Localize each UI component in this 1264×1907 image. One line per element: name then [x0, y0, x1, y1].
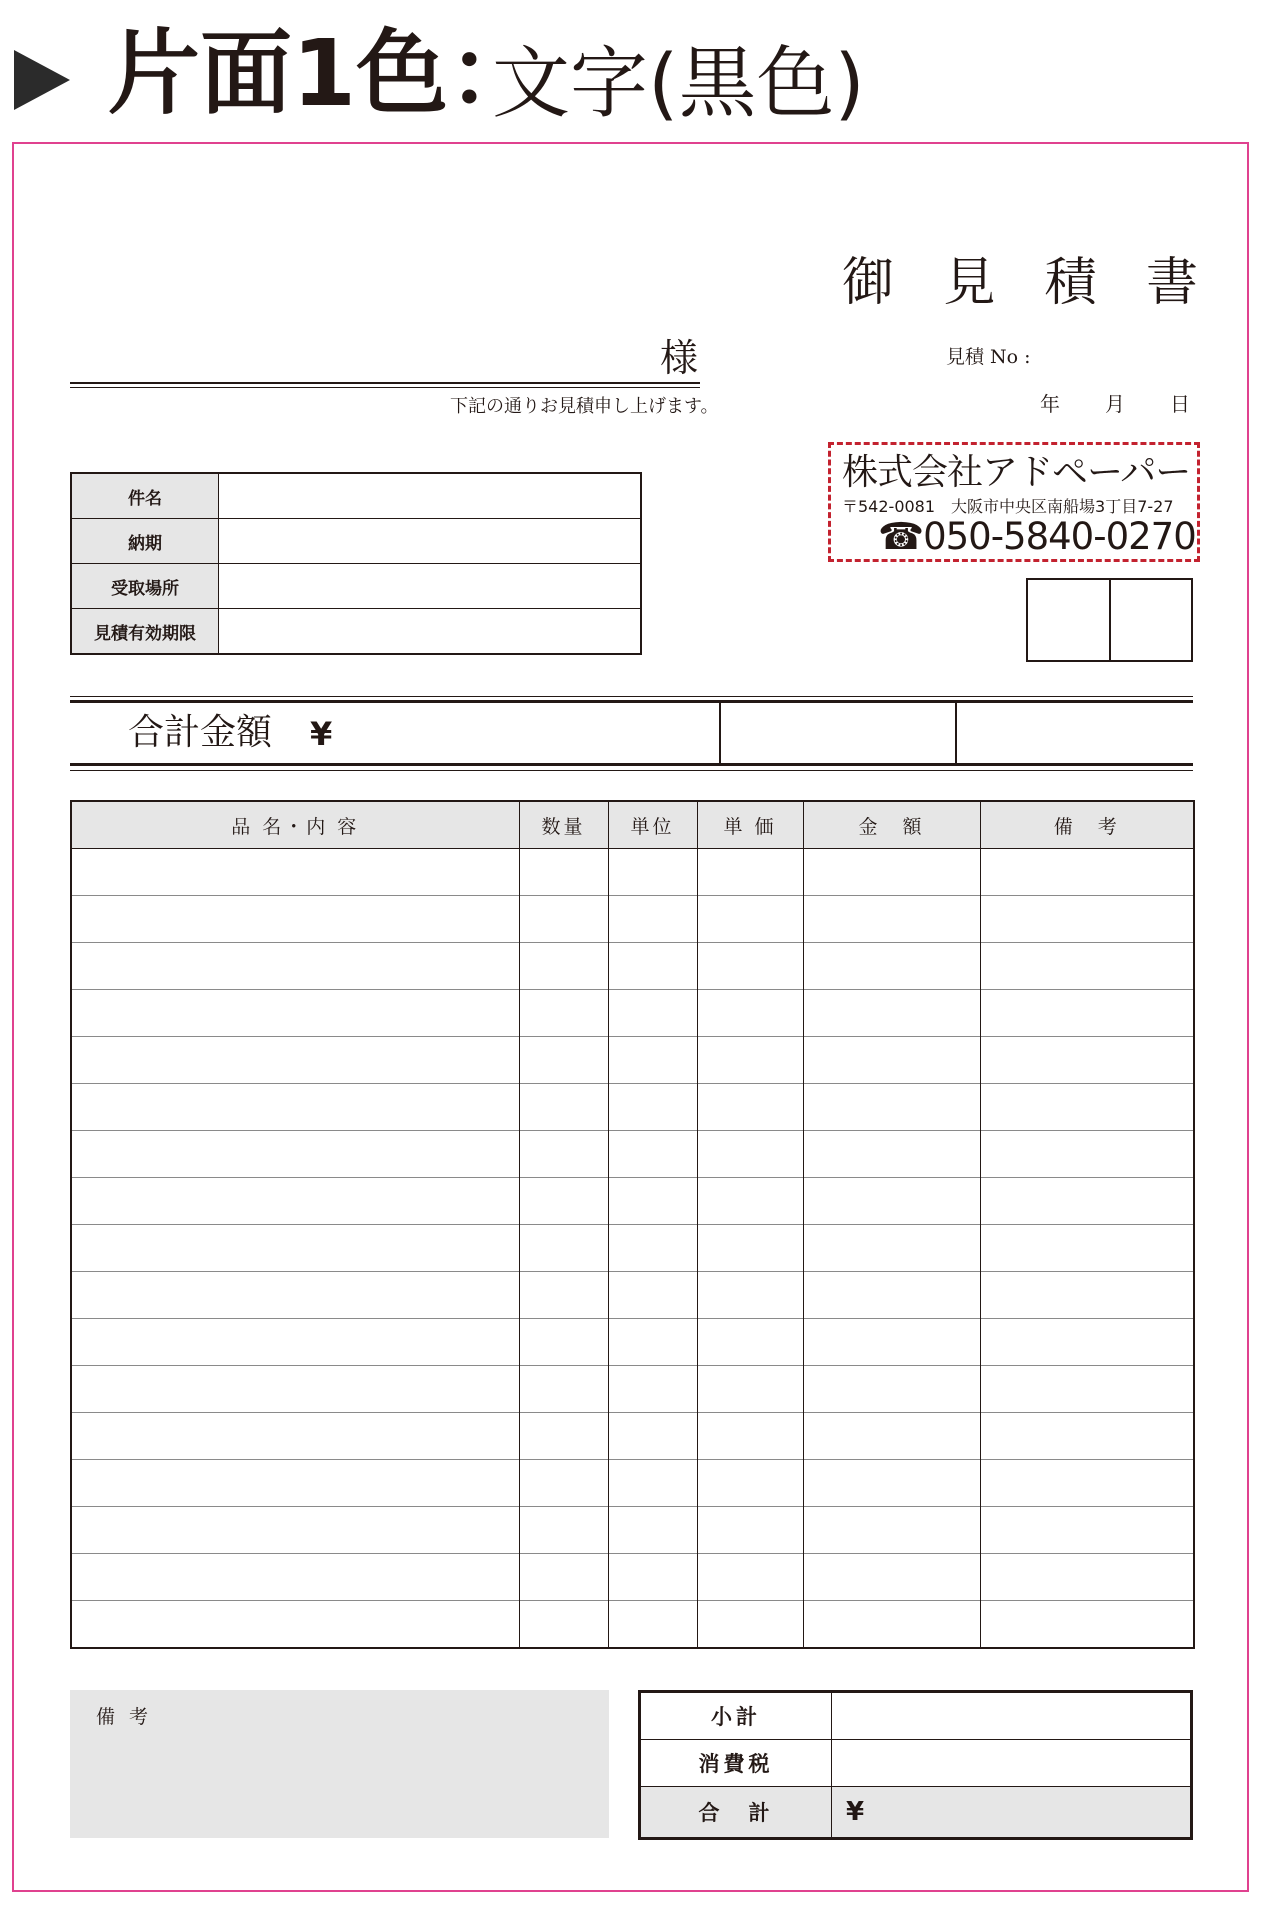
title-char: 御: [842, 253, 895, 313]
item-cell[interactable]: [608, 1272, 697, 1319]
item-cell[interactable]: [519, 1084, 608, 1131]
table-row: [71, 1131, 1194, 1178]
item-cell[interactable]: [697, 1037, 803, 1084]
item-cell[interactable]: [803, 1131, 980, 1178]
item-cell[interactable]: [697, 1131, 803, 1178]
total-rule: [70, 700, 1193, 703]
item-cell[interactable]: [697, 1366, 803, 1413]
item-cell[interactable]: [980, 1178, 1194, 1225]
item-cell[interactable]: [697, 1178, 803, 1225]
item-cell[interactable]: [519, 1178, 608, 1225]
document-title: [842, 248, 1198, 318]
item-cell[interactable]: [697, 1413, 803, 1460]
total-divider: [719, 700, 721, 765]
total-currency: ¥: [310, 715, 333, 753]
item-cell[interactable]: [697, 849, 803, 896]
honorific: 様: [660, 336, 699, 380]
item-cell[interactable]: [803, 1366, 980, 1413]
item-cell[interactable]: [71, 943, 519, 990]
total-rule: [70, 696, 1193, 697]
item-cell[interactable]: [980, 896, 1194, 943]
item-cell[interactable]: [803, 1272, 980, 1319]
item-cell[interactable]: [980, 1131, 1194, 1178]
item-cell[interactable]: [980, 1460, 1194, 1507]
heading-main: 片面1色：: [108, 20, 541, 127]
summary-row: [640, 1740, 1192, 1787]
total-divider: [955, 700, 957, 765]
item-cell[interactable]: [803, 1507, 980, 1554]
item-cell[interactable]: [608, 990, 697, 1037]
table-row: [71, 1272, 1194, 1319]
item-cell[interactable]: [71, 1413, 519, 1460]
grand-total-value[interactable]: ¥: [832, 1787, 1192, 1839]
item-cell[interactable]: [519, 1366, 608, 1413]
item-cell[interactable]: [980, 1225, 1194, 1272]
greeting-text: 下記の通りお見積申し上げます。: [450, 396, 719, 417]
item-cell[interactable]: [519, 1131, 608, 1178]
item-cell[interactable]: [519, 1413, 608, 1460]
grand-total-label: 合 計: [640, 1787, 832, 1839]
company-tel: ☎050-5840-0270: [878, 515, 1196, 558]
item-cell[interactable]: [71, 1366, 519, 1413]
info-row: [71, 564, 641, 609]
info-label: 受取場所: [71, 564, 219, 609]
table-row: [71, 1601, 1194, 1649]
header-unit: 単位: [608, 801, 697, 849]
date-month: 月: [1105, 392, 1125, 416]
info-row: [71, 609, 641, 655]
item-cell[interactable]: [71, 1131, 519, 1178]
item-cell[interactable]: [803, 943, 980, 990]
item-cell[interactable]: [980, 1554, 1194, 1601]
item-cell[interactable]: [803, 849, 980, 896]
table-row: [71, 1413, 1194, 1460]
triangle-marker-icon: [14, 50, 70, 110]
item-cell[interactable]: [803, 1601, 980, 1649]
table-row: [71, 1037, 1194, 1084]
summary-row: [640, 1692, 1192, 1740]
header-amount: 金 額: [803, 801, 980, 849]
item-cell[interactable]: [608, 1413, 697, 1460]
title-char: 積: [1044, 253, 1097, 313]
item-cell[interactable]: [803, 1554, 980, 1601]
item-cell[interactable]: [519, 943, 608, 990]
info-value[interactable]: [219, 519, 642, 564]
item-cell[interactable]: [71, 896, 519, 943]
item-cell[interactable]: [608, 1460, 697, 1507]
table-row: [71, 1366, 1194, 1413]
table-row: [71, 1460, 1194, 1507]
item-cell[interactable]: [980, 1601, 1194, 1649]
item-cell[interactable]: [608, 896, 697, 943]
item-cell[interactable]: [697, 1507, 803, 1554]
stamp-box[interactable]: [1109, 580, 1192, 660]
item-cell[interactable]: [608, 1507, 697, 1554]
item-cell[interactable]: [519, 1319, 608, 1366]
info-row: [71, 519, 641, 564]
table-row: [71, 990, 1194, 1037]
total-rule: [70, 770, 1193, 771]
tax-label: 消費税: [640, 1740, 832, 1787]
item-cell[interactable]: [980, 1507, 1194, 1554]
recipient-line[interactable]: [70, 382, 700, 384]
header-item-name: 品 名・内 容: [71, 801, 519, 849]
item-cell[interactable]: [803, 1413, 980, 1460]
stamp-boxes: [1026, 578, 1193, 662]
info-label: 納期: [71, 519, 219, 564]
summary-table: [638, 1690, 1193, 1840]
item-cell[interactable]: [697, 896, 803, 943]
subtotal-value[interactable]: [832, 1692, 1192, 1740]
item-cell[interactable]: [608, 1178, 697, 1225]
subtotal-label: 小計: [640, 1692, 832, 1740]
table-row: [71, 1319, 1194, 1366]
item-cell[interactable]: [803, 1319, 980, 1366]
items-table: [70, 800, 1195, 1649]
item-cell[interactable]: [980, 1366, 1194, 1413]
item-cell[interactable]: [608, 1601, 697, 1649]
item-cell[interactable]: [519, 1507, 608, 1554]
info-label: 件名: [71, 473, 219, 519]
item-cell[interactable]: [697, 1319, 803, 1366]
item-cell[interactable]: [803, 1225, 980, 1272]
item-cell[interactable]: [71, 1225, 519, 1272]
item-cell[interactable]: [608, 1319, 697, 1366]
item-cell[interactable]: [71, 849, 519, 896]
company-address: 〒542-0081 大阪市中央区南船場3丁目7-27: [842, 497, 1174, 516]
company-name: 株式会社アドペーパー: [842, 452, 1191, 493]
item-cell[interactable]: [608, 1084, 697, 1131]
item-cell[interactable]: [71, 1037, 519, 1084]
item-cell[interactable]: [980, 990, 1194, 1037]
item-cell[interactable]: [803, 1178, 980, 1225]
title-char: 書: [1145, 253, 1198, 313]
stamp-box[interactable]: [1028, 580, 1109, 660]
item-cell[interactable]: [71, 1601, 519, 1649]
info-row: [71, 473, 641, 519]
tax-value[interactable]: [832, 1740, 1192, 1787]
items-header-row: [71, 801, 1194, 849]
item-cell[interactable]: [980, 1084, 1194, 1131]
item-cell[interactable]: [519, 990, 608, 1037]
item-cell[interactable]: [71, 990, 519, 1037]
date-labels: [1040, 390, 1190, 418]
item-cell[interactable]: [608, 849, 697, 896]
item-cell[interactable]: [697, 1084, 803, 1131]
header-unit-price: 単 価: [697, 801, 803, 849]
recipient-line-thin: [70, 387, 700, 388]
item-cell[interactable]: [803, 1460, 980, 1507]
item-cell[interactable]: [803, 896, 980, 943]
item-cell[interactable]: [71, 1554, 519, 1601]
header-remarks: 備 考: [980, 801, 1194, 849]
item-cell[interactable]: [519, 1554, 608, 1601]
info-value[interactable]: [219, 609, 642, 655]
table-row: [71, 1084, 1194, 1131]
item-cell[interactable]: [71, 1460, 519, 1507]
item-cell[interactable]: [980, 943, 1194, 990]
item-cell[interactable]: [803, 1084, 980, 1131]
item-cell[interactable]: [697, 1460, 803, 1507]
item-cell[interactable]: [608, 1225, 697, 1272]
item-cell[interactable]: [697, 1225, 803, 1272]
item-cell[interactable]: [803, 1037, 980, 1084]
table-row: [71, 849, 1194, 896]
estimate-no-label: 見積 No :: [946, 346, 1031, 368]
item-cell[interactable]: [697, 1272, 803, 1319]
item-cell[interactable]: [71, 1084, 519, 1131]
item-cell[interactable]: [697, 943, 803, 990]
item-cell[interactable]: [980, 1272, 1194, 1319]
item-cell[interactable]: [608, 943, 697, 990]
heading-sub: 文字(黒色): [492, 39, 865, 129]
item-cell[interactable]: [608, 1037, 697, 1084]
item-cell[interactable]: [980, 1319, 1194, 1366]
info-table: [70, 472, 642, 655]
date-year: 年: [1040, 392, 1060, 416]
item-cell[interactable]: [697, 1601, 803, 1649]
item-cell[interactable]: [697, 1554, 803, 1601]
item-cell[interactable]: [519, 1460, 608, 1507]
item-cell[interactable]: [608, 1131, 697, 1178]
info-value[interactable]: [219, 564, 642, 609]
item-cell[interactable]: [980, 849, 1194, 896]
item-cell[interactable]: [71, 1319, 519, 1366]
total-rule: [70, 763, 1193, 766]
item-cell[interactable]: [71, 1272, 519, 1319]
date-day: 日: [1170, 392, 1190, 416]
header-quantity: 数量: [519, 801, 608, 849]
table-row: [71, 896, 1194, 943]
info-label: 見積有効期限: [71, 609, 219, 655]
item-cell[interactable]: [71, 1507, 519, 1554]
item-cell[interactable]: [803, 990, 980, 1037]
item-cell[interactable]: [519, 1272, 608, 1319]
table-row: [71, 943, 1194, 990]
item-cell[interactable]: [519, 849, 608, 896]
item-cell[interactable]: [519, 896, 608, 943]
item-cell[interactable]: [980, 1413, 1194, 1460]
item-cell[interactable]: [697, 990, 803, 1037]
info-value[interactable]: [219, 473, 642, 519]
remarks-label: 備 考: [96, 1706, 153, 1728]
table-row: [71, 1554, 1194, 1601]
item-cell[interactable]: [608, 1366, 697, 1413]
item-cell[interactable]: [980, 1037, 1194, 1084]
item-cell[interactable]: [519, 1037, 608, 1084]
summary-row: [640, 1787, 1192, 1839]
title-char: 見: [943, 253, 996, 313]
item-cell[interactable]: [519, 1225, 608, 1272]
table-row: [71, 1178, 1194, 1225]
item-cell[interactable]: [608, 1554, 697, 1601]
item-cell[interactable]: [71, 1178, 519, 1225]
item-cell[interactable]: [519, 1601, 608, 1649]
total-amount-label: 合計金額: [128, 712, 273, 753]
table-row: [71, 1507, 1194, 1554]
table-row: [71, 1225, 1194, 1272]
